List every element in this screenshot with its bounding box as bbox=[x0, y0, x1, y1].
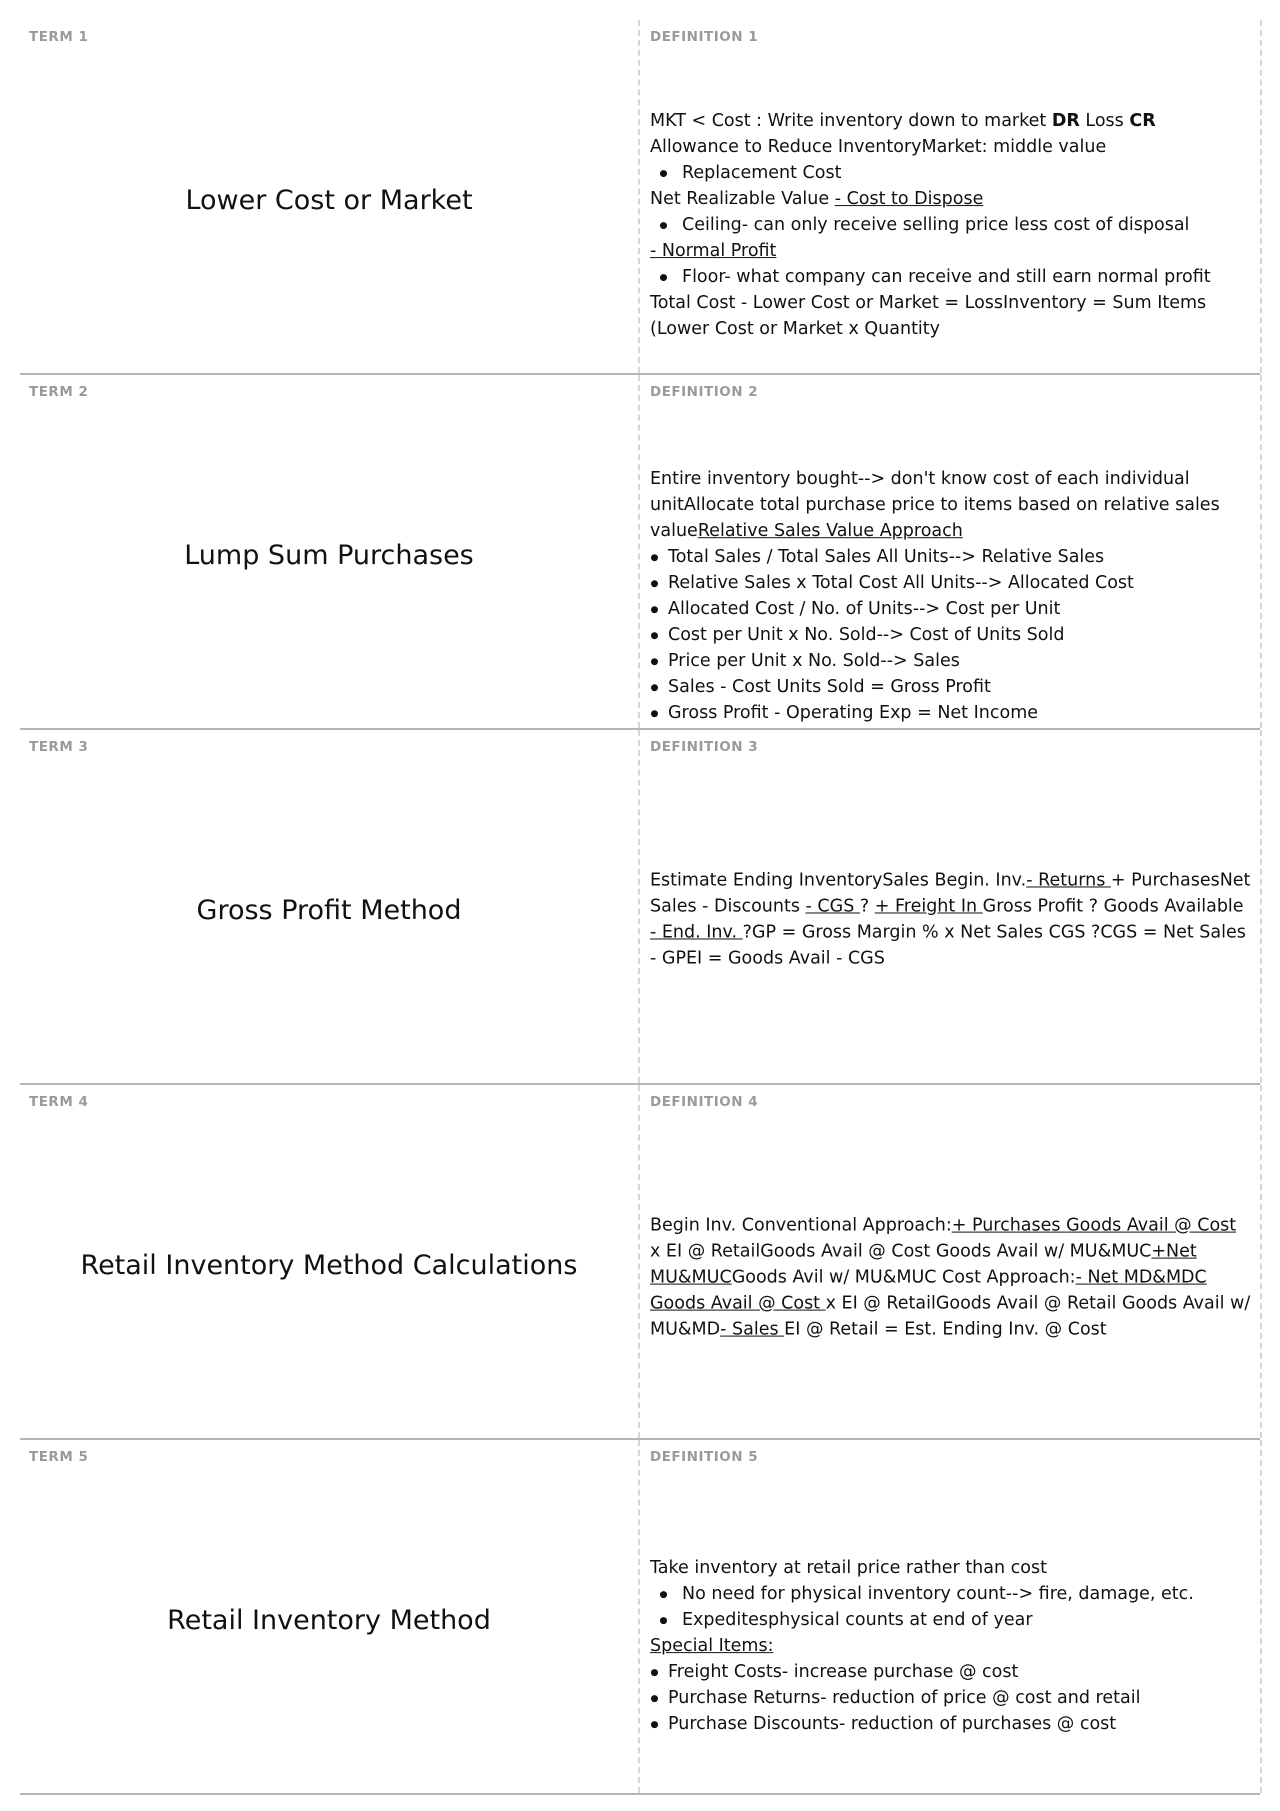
flashcard-row bbox=[20, 20, 1260, 375]
flashcard-row bbox=[20, 375, 1260, 730]
term-cell bbox=[20, 1085, 640, 1438]
term-label: TERM 1 bbox=[29, 29, 89, 45]
bullet-item: Relative Sales x Total Cost All Units--> Allocated Cost bbox=[650, 570, 1252, 596]
bullet-item: Allocated Cost / No. of Units--> Cost per Unit bbox=[650, 596, 1252, 622]
definition-label: DEFINITION 3 bbox=[650, 739, 759, 755]
bullet-item: Floor- what company can receive and still earn normal profit bbox=[650, 264, 1252, 290]
bullet-item: Sales - Cost Units Sold = Gross Profit bbox=[650, 674, 1252, 700]
bullet-item: Price per Unit x No. Sold--> Sales bbox=[650, 648, 1252, 674]
definition-cell bbox=[640, 20, 1262, 373]
definition-cell bbox=[640, 1440, 1262, 1793]
flashcard-row bbox=[20, 1440, 1260, 1795]
definition-text: Estimate Ending InventorySales Begin. Inv.- Returns + PurchasesNet Sales - Discounts - CGS ? + Freight In Gross Profit ? Goods Available - End. Inv. ?GP = Gross Margin % x Net Sales CGS ?CGS = Net Sales - GPEI = Goods Avail - CGS bbox=[650, 869, 1251, 968]
term-label: TERM 5 bbox=[29, 1449, 89, 1465]
definition-label: DEFINITION 1 bbox=[650, 29, 759, 45]
definition-text: Take inventory at retail price rather than cost No need for physical inventory count--> fire, damage, etc. Expeditesphysical counts at end of year Special Items: Freight Costs- increase purchase @ cost Purchase Returns- reduction of price @ cost and retail Purchase Discounts- reduction of purchases @ cost bbox=[650, 1555, 1252, 1737]
bullet-item: Purchase Returns- reduction of price @ cost and retail bbox=[650, 1685, 1252, 1711]
definition-text: Begin Inv. Conventional Approach:+ Purchases Goods Avail @ Cost x EI @ RetailGoods Avail @ Cost Goods Avail w/ MU&MUC+Net MU&MUCGoods Avil w/ MU&MUC Cost Approach:- Net MD&MDC Goods Avail @ Cost x EI @ RetailGoods Avail @ Retail Goods Avail w/ MU&MD- Sales EI @ Retail = Est. Ending Inv. @ Cost bbox=[650, 1215, 1251, 1340]
definition-cell bbox=[640, 730, 1262, 1083]
definition-label: DEFINITION 2 bbox=[650, 384, 759, 400]
term-text: Gross Profit Method bbox=[196, 894, 462, 926]
term-cell bbox=[20, 730, 640, 1083]
bullet-item: Expeditesphysical counts at end of year bbox=[650, 1607, 1252, 1633]
definition-text: Entire inventory bought--> don't know cost of each individual unitAllocate total purchase price to items based on relative sales valueRelative Sales Value Approach Total Sales / Total Sales All Units--> Relative Sales Relative Sales x Total Cost All Units--> Allocated Cost Allocated Cost / No. of Units--> Cost per Unit Cost per Unit x No. Sold--> Cost of Units Sold Price per Unit x No. Sold--> Sales Sales - Cost Units Sold = Gross Profit Gross Profit - Operating Exp = Net Income bbox=[650, 466, 1252, 726]
definition-cell bbox=[640, 375, 1262, 728]
term-text: Lower Cost or Market bbox=[185, 184, 473, 216]
definition-label: DEFINITION 5 bbox=[650, 1449, 759, 1465]
term-label: TERM 2 bbox=[29, 384, 89, 400]
bullet-item: Cost per Unit x No. Sold--> Cost of Units Sold bbox=[650, 622, 1252, 648]
bullet-item: Ceiling- can only receive selling price less cost of disposal bbox=[650, 212, 1252, 238]
bullet-item: Gross Profit - Operating Exp = Net Income bbox=[650, 700, 1252, 726]
definition-cell bbox=[640, 1085, 1262, 1438]
flashcard-row bbox=[20, 1085, 1260, 1440]
term-label: TERM 4 bbox=[29, 1094, 89, 1110]
definition-label: DEFINITION 4 bbox=[650, 1094, 759, 1110]
term-label: TERM 3 bbox=[29, 739, 89, 755]
flashcard-sheet bbox=[20, 20, 1260, 1795]
bullet-item: Replacement Cost bbox=[650, 160, 1252, 186]
term-cell bbox=[20, 20, 640, 373]
term-text: Retail Inventory Method Calculations bbox=[80, 1249, 578, 1281]
definition-text: MKT < Cost : Write inventory down to market DR Loss CR Allowance to Reduce InventoryMarket: middle value Replacement Cost Net Realizable Value - Cost to Dispose Ceiling- can only receive selling price less cost of disposal - Normal Profit Floor- what company can receive and still earn normal profit Total Cost - Lower Cost or Market = LossInventory = Sum Items (Lower Cost or Market x Quantity bbox=[650, 108, 1252, 342]
term-cell bbox=[20, 1440, 640, 1793]
bullet-item: No need for physical inventory count--> fire, damage, etc. bbox=[650, 1581, 1252, 1607]
bullet-item: Freight Costs- increase purchase @ cost bbox=[650, 1659, 1252, 1685]
bullet-item: Purchase Discounts- reduction of purchases @ cost bbox=[650, 1711, 1252, 1737]
bullet-item: Total Sales / Total Sales All Units--> Relative Sales bbox=[650, 544, 1252, 570]
term-text: Lump Sum Purchases bbox=[184, 539, 474, 571]
term-cell bbox=[20, 375, 640, 728]
term-text: Retail Inventory Method bbox=[167, 1604, 491, 1636]
flashcard-row bbox=[20, 730, 1260, 1085]
